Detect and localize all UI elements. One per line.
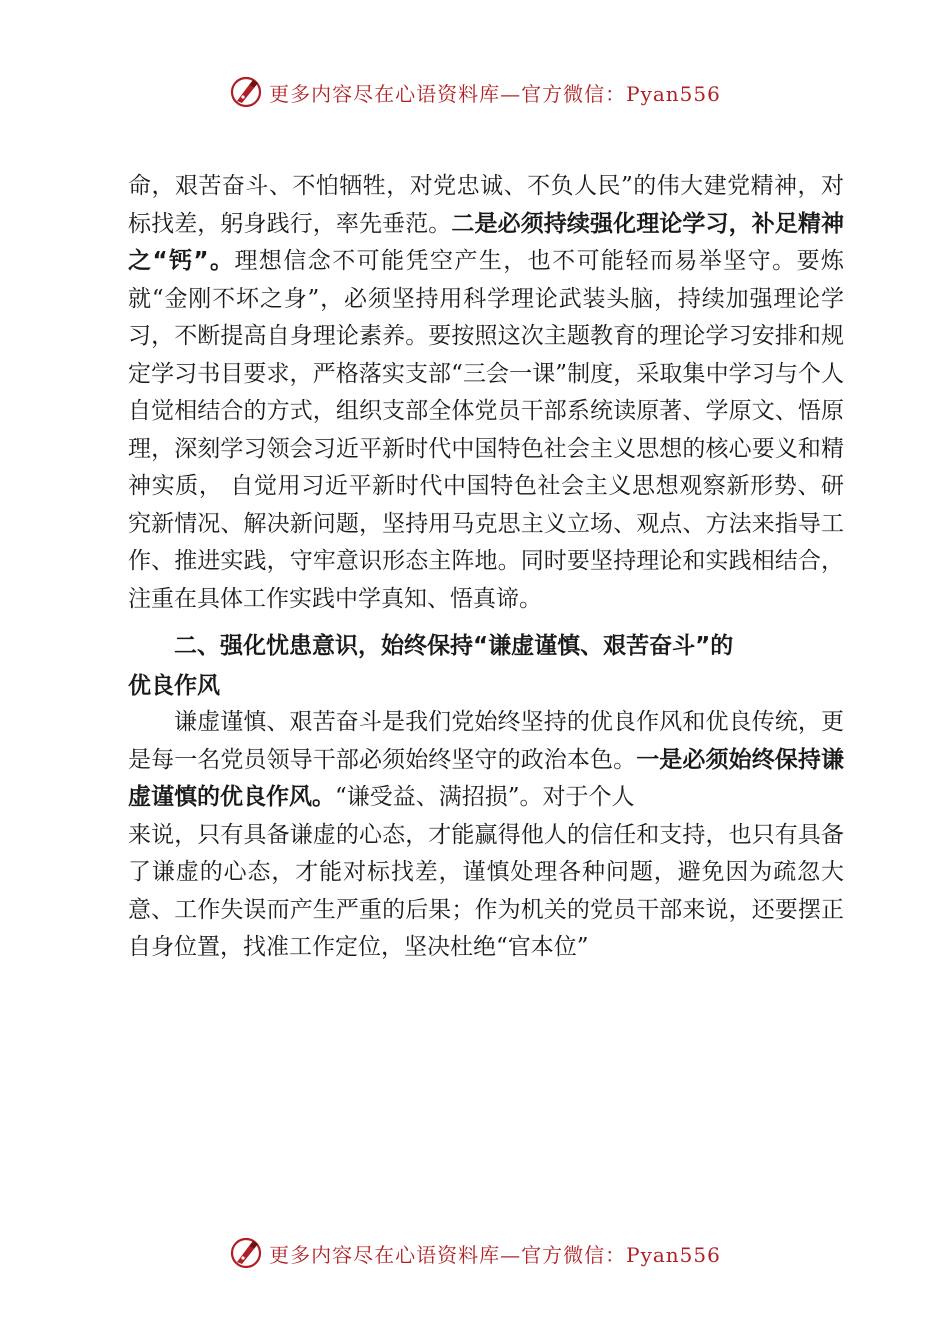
- banner-text: 更多内容尽在心语资料库—官方微信：Pyan556: [269, 1242, 721, 1267]
- paragraph-2-text-a: 谦虚谨慎、艰苦奋斗是我们党始终坚持的优良作风和优良传统，更是每一名党员领导干部必须始终坚守的政治本色。: [128, 709, 844, 773]
- paragraph-2-text-b: “谦受益、满招损”。对于个人: [335, 784, 635, 810]
- paragraph-1: [128, 168, 844, 618]
- paragraph-2-bold: 一是必须始终保持谦虚谨慎的优良作风。: [128, 746, 845, 810]
- section-heading-2-line1: 二、强化忧患意识，始终保持“谦虚谨慎、艰苦奋斗”的: [174, 633, 734, 659]
- paragraph-3-text: 来说，只有具备谦虚的心态，才能赢得他人的信任和支持，也只有具备了谦虚的心态，才能对标找差，谨慎处理各种问题，避免因为疏忽大意、工作失误而产生严重的后果；作为机关的党员干部来说，还要摆正自身位置，找准工作定位，坚决杜绝“官本位”: [128, 821, 844, 960]
- paragraph-1-text-a: 命，艰苦奋斗、不怕牺牲，对党忠诚、不负人民”的伟大建党精神，对标找差，躬身践行，率先垂范。: [128, 173, 844, 237]
- paragraph-2: [128, 704, 844, 817]
- footer-banner: [0, 1233, 950, 1273]
- paragraph-1-text-b: 理想信念不可能凭空产生，也不可能轻而易举坚守。要炼就“金刚不坏之身”，必须坚持用科学理论武装头脑，持续加强理论学习，不断提高自身理论素养。要按照这次主题教育的理论学习安排和规定学习书目要求，严格落实支部“三会一课”制度，采取集中学习与个人自觉相结合的方式，组织支部全体党员干部系统读原著、学原文、悟原理，深刻学习领会习近平新时代中国特色社会主义思想的核心要义和精神实质， 自觉用习近平新时代中国特色社会主义思想观察新形势、研究新情况、解决新问题，坚持用马克思主义立场、观点、方法来指导工作、推进实践，守牢意识形态主阵地。同时要坚持理论和实践相结合，注重在具体工作实践中学真知、悟真谛。: [128, 248, 845, 612]
- pen-nib-logo-icon: [229, 1236, 263, 1270]
- section-heading-2-cont: [128, 666, 844, 706]
- document-body: [128, 168, 844, 967]
- paragraph-3: [128, 817, 844, 967]
- section-heading-2-line2: 优良作风: [128, 673, 220, 699]
- section-heading-2: [128, 626, 844, 666]
- pen-nib-logo-icon: [229, 75, 263, 109]
- header-banner: [0, 72, 950, 112]
- banner-text: 更多内容尽在心语资料库—官方微信：Pyan556: [269, 81, 721, 106]
- paragraph-1-bold: 二是必须持续强化理论学习，补足精神之“钙”。: [128, 210, 845, 274]
